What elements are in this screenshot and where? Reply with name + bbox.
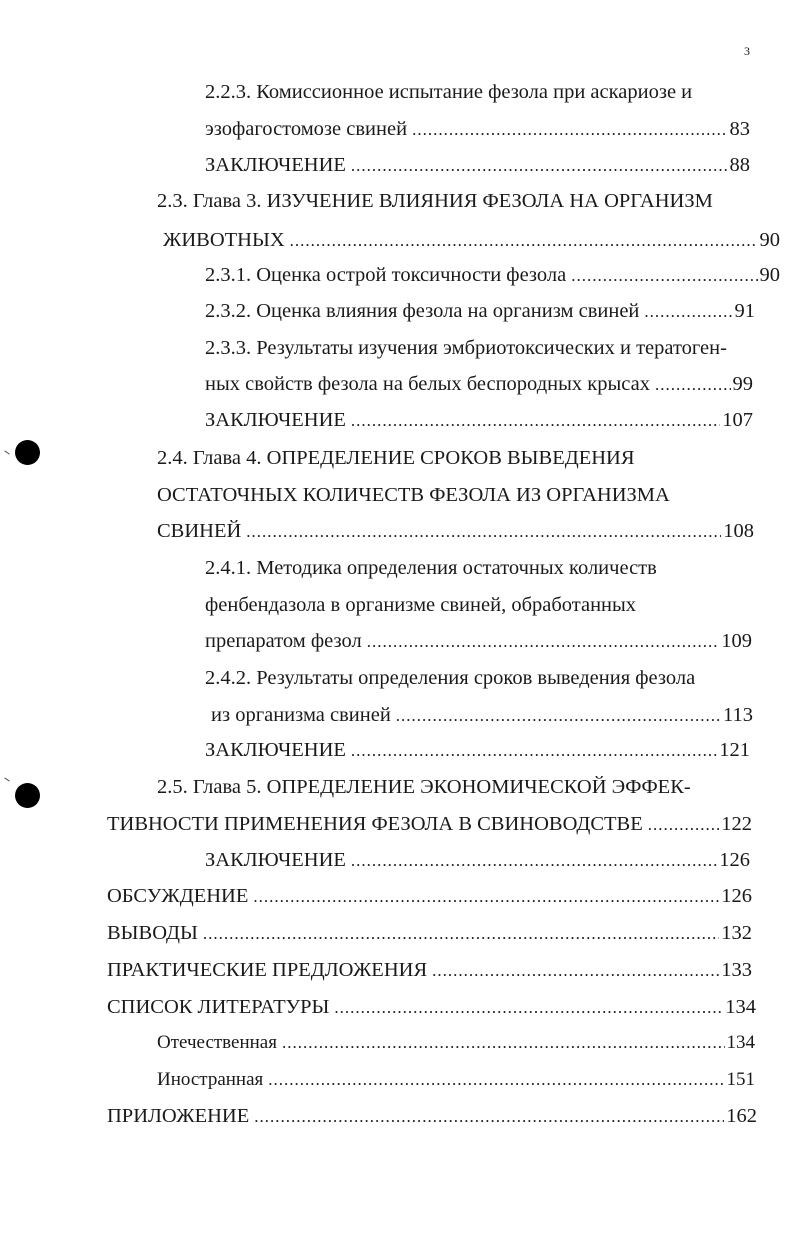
toc-entry-2-4-1-cont <box>205 592 636 618</box>
toc-entry-conclusion <box>205 152 750 179</box>
toc-entry-chapter-4-cont <box>157 482 670 508</box>
scan-mark <box>4 450 9 454</box>
toc-entry-text: 2.5. Глава 5. ОПРЕДЕЛЕНИЕ ЭКОНОМИЧЕСКОЙ ЭФФЕК- <box>157 776 691 798</box>
toc-page-number: 134 <box>725 996 756 1018</box>
leader-dots <box>351 153 728 179</box>
toc-entry-text: 2.3. Глава 3. ИЗУЧЕНИЕ ВЛИЯНИЯ ФЕЗОЛА НА ОРГАНИЗМ <box>157 190 713 212</box>
toc-entry-text: 2.2.3. Комиссионное испытание фезола при аскариозе и <box>205 81 693 103</box>
toc-entry-text: Отечественная <box>157 1032 277 1053</box>
leader-dots <box>254 1104 724 1130</box>
leader-dots <box>655 372 731 398</box>
toc-page-number: 126 <box>721 885 752 907</box>
toc-page-number: 90 <box>759 229 780 251</box>
toc-entry-chapter-4 <box>157 445 635 471</box>
toc-entry-chapter-4-cont <box>157 518 754 545</box>
toc-entry-chapter-3-cont <box>163 227 780 254</box>
toc-entry-text: ЗАКЛЮЧЕНИЕ <box>205 154 346 176</box>
toc-entry-domestic <box>157 1030 755 1056</box>
leader-dots <box>268 1067 724 1093</box>
toc-entry-text: ЗАКЛЮЧЕНИЕ <box>205 849 346 871</box>
leader-dots <box>334 995 723 1021</box>
toc-entry-2-4-2 <box>205 665 695 691</box>
toc-page-number: 162 <box>726 1105 757 1127</box>
toc-entry-text: ОСТАТОЧНЫХ КОЛИЧЕСТВ ФЕЗОЛА ИЗ ОРГАНИЗМА <box>157 484 670 506</box>
toc-entry-text: 2.3.3. Результаты изучения эмбриотоксических и тератоген- <box>205 337 727 359</box>
leader-dots <box>432 958 719 984</box>
toc-entry-text: ОБСУЖДЕНИЕ <box>107 885 249 907</box>
toc-entry-discussion <box>107 883 752 910</box>
leader-dots <box>253 884 719 910</box>
punch-hole-bottom <box>15 783 40 808</box>
toc-entry-text: 2.4.1. Методика определения остаточных количеств <box>205 557 657 579</box>
toc-entry-text: из организма свиней <box>211 704 391 726</box>
toc-entry-chapter-3 <box>157 188 713 214</box>
toc-entry-chapter-5-cont <box>107 811 752 838</box>
leader-dots <box>412 117 727 143</box>
leader-dots <box>203 921 719 947</box>
toc-entry-text: ЗАКЛЮЧЕНИЕ <box>205 409 346 431</box>
toc-entry-text: 2.3.2. Оценка влияния фезола на организм свиней <box>205 300 640 322</box>
toc-entry-2-4-2-cont <box>211 702 753 729</box>
toc-entry-text: ТИВНОСТИ ПРИМЕНЕНИЯ ФЕЗОЛА В СВИНОВОДСТВЕ <box>107 813 643 835</box>
toc-entry-text: 2.3.1. Оценка острой токсичности фезола <box>205 264 567 286</box>
toc-entry-conclusion <box>205 737 750 764</box>
toc-entry-foreign <box>157 1067 755 1093</box>
toc-entry-text: СПИСОК ЛИТЕРАТУРЫ <box>107 996 330 1018</box>
toc-page-number: 88 <box>729 154 750 176</box>
leader-dots <box>396 703 721 729</box>
toc-page-number: 90 <box>759 264 780 286</box>
leader-dots <box>571 263 757 289</box>
leader-dots <box>367 629 720 655</box>
toc-entry-2-2-3 <box>205 79 692 105</box>
toc-page-number: 109 <box>721 630 752 652</box>
leader-dots <box>290 228 758 254</box>
toc-page-number: 134 <box>726 1032 755 1053</box>
toc-page-number: 126 <box>719 849 750 871</box>
toc-page-number: 107 <box>722 409 753 431</box>
toc-entry-2-4-1 <box>205 555 657 581</box>
toc-entry-conclusion <box>205 847 750 874</box>
toc-entry-2-3-3 <box>205 335 727 361</box>
toc-page-number: 121 <box>719 739 750 761</box>
toc-entry-references <box>107 994 756 1021</box>
toc-entry-text: ЖИВОТНЫХ <box>163 229 285 251</box>
toc-page-number: 133 <box>721 959 752 981</box>
toc-entry-2-2-3-cont <box>205 116 750 143</box>
page-number: 3 <box>744 44 750 58</box>
toc-entry-text: ВЫВОДЫ <box>107 922 198 944</box>
leader-dots <box>648 812 720 838</box>
toc-entry-2-3-3-cont <box>205 371 753 398</box>
leader-dots <box>351 848 717 874</box>
toc-page-number: 91 <box>734 300 755 322</box>
toc-entry-text: 2.4.2. Результаты определения сроков выведения фезола <box>205 667 696 689</box>
leader-dots <box>351 408 720 434</box>
toc-entry-text: ЗАКЛЮЧЕНИЕ <box>205 739 346 761</box>
toc-entry-text: ПРИЛОЖЕНИЕ <box>107 1105 250 1127</box>
toc-entry-text: фенбендазола в организме свиней, обработанных <box>205 594 637 616</box>
leader-dots <box>644 299 732 325</box>
toc-page-number: 132 <box>721 922 752 944</box>
leader-dots <box>351 738 717 764</box>
toc-entry-practical-proposals <box>107 957 752 984</box>
toc-entry-conclusions <box>107 920 752 947</box>
toc-entry-text: Иностранная <box>157 1069 264 1090</box>
toc-entry-text: эзофагостомозе свиней <box>205 118 408 140</box>
scan-mark <box>4 777 9 781</box>
toc-page-number: 108 <box>723 520 754 542</box>
toc-entry-text: 2.4. Глава 4. ОПРЕДЕЛЕНИЕ СРОКОВ ВЫВЕДЕНИЯ <box>157 447 635 469</box>
toc-page-number: 122 <box>721 813 752 835</box>
toc-entry-text: СВИНЕЙ <box>157 520 242 542</box>
toc-entry-text: препаратом фезол <box>205 630 362 652</box>
leader-dots <box>246 519 721 545</box>
toc-entry-2-3-1 <box>205 262 780 289</box>
toc-entry-text: ных свойств фезола на белых беспородных крысах <box>205 373 650 395</box>
toc-page-number: 83 <box>729 118 750 140</box>
toc-entry-2-3-2 <box>205 298 755 325</box>
toc-page-number: 151 <box>726 1069 755 1090</box>
toc-page-number: 99 <box>732 373 753 395</box>
leader-dots <box>282 1030 725 1056</box>
punch-hole-top <box>15 440 40 465</box>
toc-entry-appendix <box>107 1103 757 1130</box>
toc-entry-conclusion <box>205 407 753 434</box>
toc-entry-text: ПРАКТИЧЕСКИЕ ПРЕДЛОЖЕНИЯ <box>107 959 428 981</box>
toc-page-number: 113 <box>723 704 753 726</box>
toc-entry-2-4-1-cont <box>205 628 752 655</box>
toc-entry-chapter-5 <box>157 774 691 800</box>
